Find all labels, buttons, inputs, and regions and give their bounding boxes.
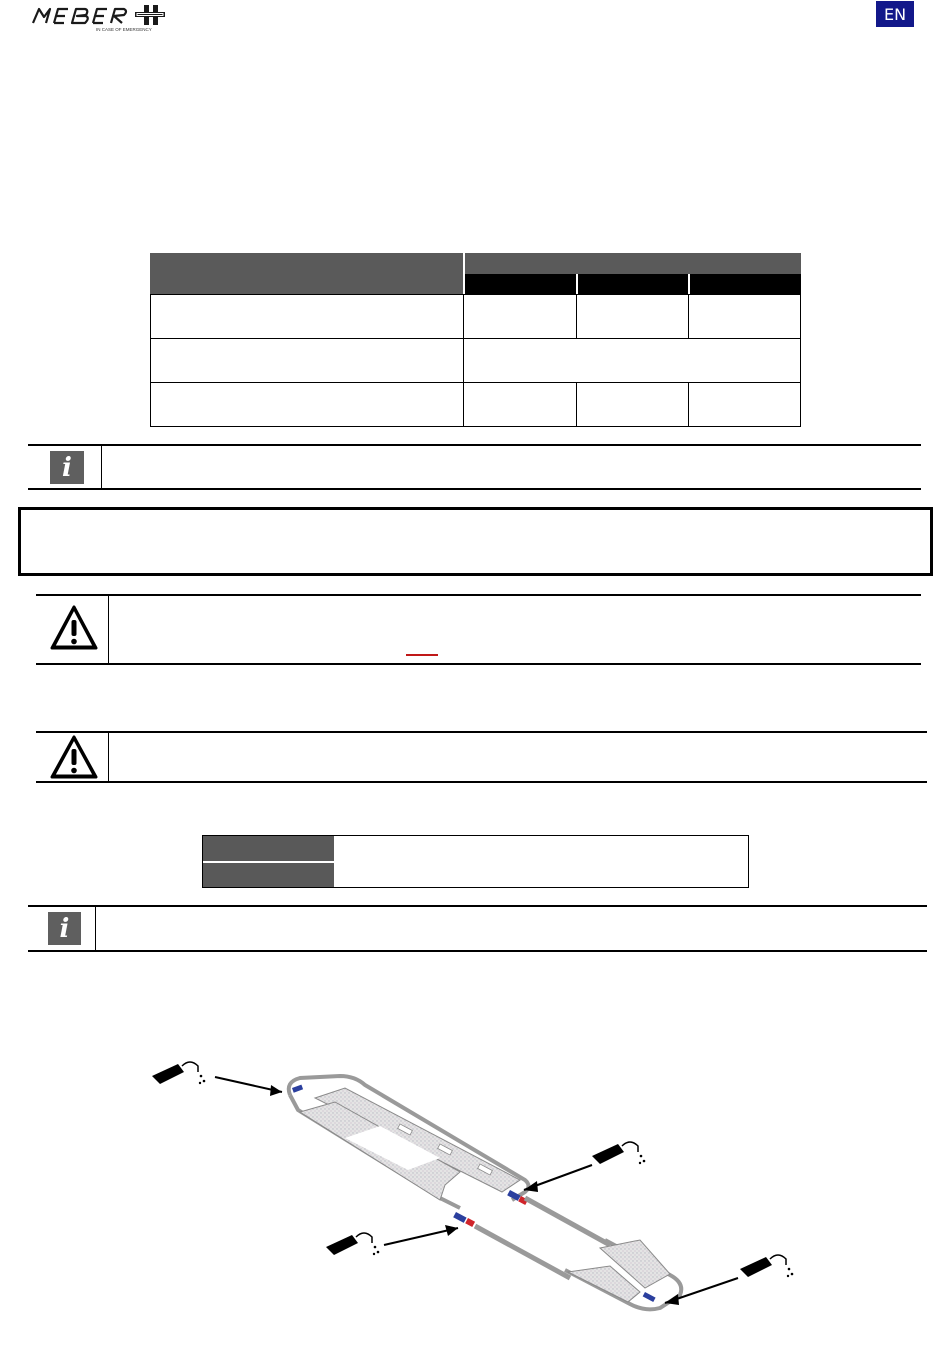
warning-divider (108, 596, 109, 663)
info-divider (95, 907, 96, 950)
lubricant-spray-icon (740, 1255, 793, 1277)
info-icon: i (50, 451, 84, 484)
table-row-1-label (150, 294, 464, 339)
table-row-1-cell-2 (576, 294, 689, 339)
meber-logo (30, 4, 170, 32)
notice-box (18, 507, 933, 576)
mini-table-header-2 (203, 863, 334, 887)
stretcher-lubrication-illustration (140, 1040, 820, 1330)
table-row-1-cell-3 (688, 294, 801, 339)
table-row-3-cell-3 (688, 382, 801, 427)
language-badge[interactable]: EN (876, 1, 914, 27)
lubrication-arrow (384, 1225, 458, 1245)
info-divider (101, 446, 102, 488)
info-note-2 (28, 905, 927, 952)
warning-note-2 (36, 731, 927, 783)
mini-table-header-1 (203, 836, 334, 861)
lubricant-spray-icon (592, 1142, 645, 1164)
lubrication-arrow (215, 1077, 282, 1096)
lubrication-arrow (524, 1165, 592, 1192)
mini-table (202, 835, 749, 888)
table-row-2-merged-cell (463, 338, 801, 383)
info-note-1 (28, 444, 921, 490)
lubrication-arrow (665, 1278, 738, 1305)
spec-table (150, 253, 801, 427)
reference-link-underline[interactable] (406, 654, 438, 656)
table-row-2-label (150, 338, 464, 383)
warning-triangle-icon (49, 604, 99, 657)
table-row-3-cell-1 (463, 382, 577, 427)
table-row-1-cell-1 (463, 294, 577, 339)
table-header-group (463, 253, 801, 274)
info-icon: i (48, 912, 81, 945)
table-subheader-2 (576, 274, 688, 294)
table-subheader-1 (463, 274, 576, 294)
warning-triangle-icon (49, 734, 99, 786)
table-header-left (150, 253, 463, 294)
lubricant-spray-icon (326, 1233, 379, 1255)
stretcher-frame (289, 1076, 682, 1309)
warning-note-1 (36, 594, 921, 665)
table-row-3-cell-2 (576, 382, 689, 427)
brand-tagline: IN CASE OF EMERGENCY (96, 27, 152, 32)
table-row-3-label (150, 382, 464, 427)
warning-divider (108, 733, 109, 781)
lubricant-spray-icon (152, 1062, 205, 1084)
meber-logo-graphic (30, 4, 170, 32)
table-subheader-3 (688, 274, 801, 294)
